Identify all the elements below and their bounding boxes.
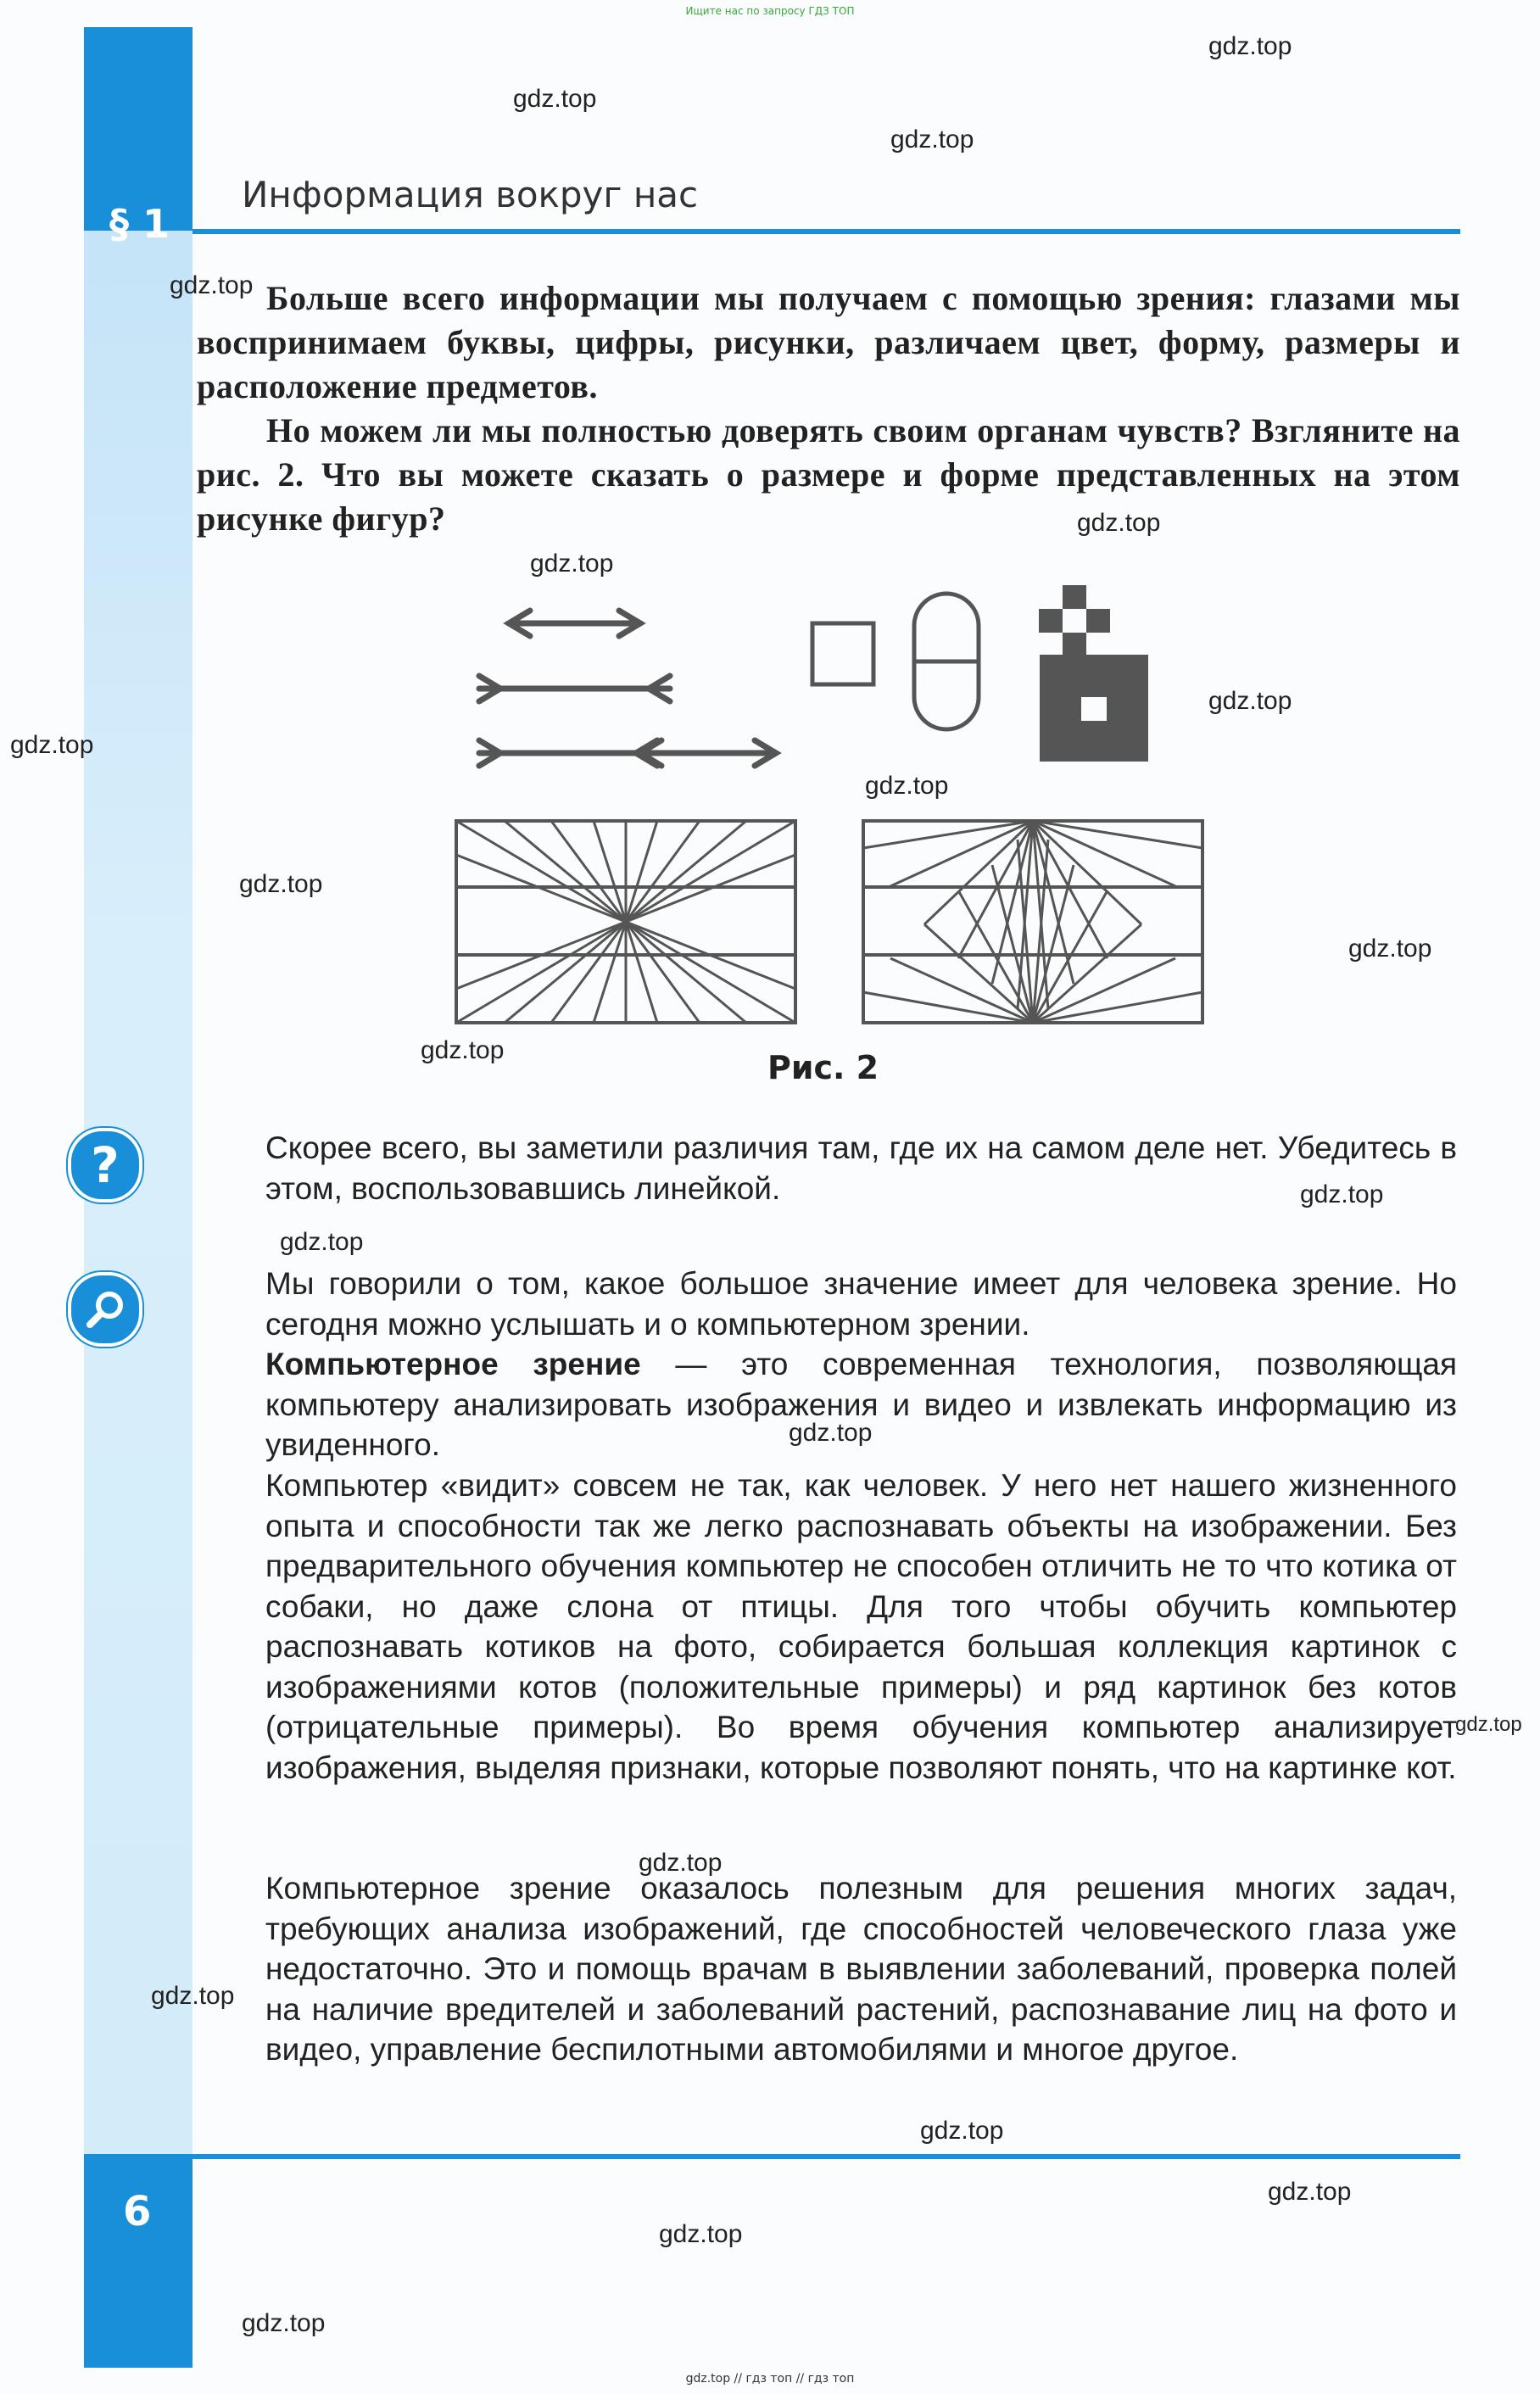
magnifier-icon: [68, 1272, 142, 1347]
arrow-line-3: [479, 740, 776, 766]
watermark: gdz.top: [639, 1849, 723, 1877]
page-number-block: [84, 2154, 192, 2368]
explore-paragraph-2: Компьютерное зрение — это современная технология, позволяющая компьютеру анализировать изображения и видео и извлекать информацию из увиденного.: [265, 1347, 1457, 1462]
term-computer-vision: Компьютерное зрение: [265, 1347, 641, 1381]
page-number: 6: [123, 2188, 152, 2235]
watermark: gdz.top: [1077, 509, 1161, 537]
arrow-line-2: [479, 676, 670, 701]
illusion-ray: [1033, 992, 1202, 1023]
watermark: gdz.top: [280, 1228, 364, 1256]
illusion-ray: [1033, 821, 1175, 886]
illusion-ray: [626, 922, 746, 1023]
explore-paragraph-4: Компьютерное зрение оказалось полезным для решения многих задач, требующих анализа изображений, где способностей человеческого глаза уже недостаточно. Это и помощь врачам в выявлении заболеваний, проверка полей на наличие вредителей и заболеваний растений, распознавание лиц на фото и видео, управление беспилотными автомобилями и многое другое.: [265, 1871, 1457, 2067]
watermark: gdz.top: [1208, 32, 1292, 60]
intro-paragraph-1: Больше всего информации мы получаем с помощью зрения: глазами мы воспринимаем буквы, цифры, рисунки, различаем цвет, форму, размеры и расположение предметов.: [197, 279, 1460, 405]
illusion-ray: [626, 821, 746, 922]
header-rule: [192, 229, 1460, 234]
section-number-block: [84, 27, 192, 247]
black-square-with-hole: [1040, 655, 1148, 762]
illusion-ray: [505, 821, 626, 922]
watermark: gdz.top: [920, 2117, 1004, 2145]
illusion-ray: [1033, 924, 1141, 1023]
magnifier-glyph: [83, 1287, 127, 1331]
illusion-ray: [456, 821, 626, 922]
illusion-ray: [863, 992, 1033, 1023]
black-cross-shape: [1039, 585, 1110, 656]
top-search-hint[interactable]: Ищите нас по запросу ГДЗ ТОП: [685, 5, 855, 17]
watermark: gdz.top: [789, 1419, 873, 1447]
question-icon: ?: [68, 1128, 142, 1203]
illusion-ray: [505, 922, 626, 1023]
watermark: gdz.top: [865, 772, 949, 800]
footer-rule: [192, 2154, 1460, 2159]
watermark: gdz.top: [242, 2309, 326, 2337]
hering-illusion: [456, 821, 795, 1023]
illusion-ray: [890, 821, 1033, 886]
explore-paragraph-3: Компьютер «видит» совсем не так, как человек. У него нет нашего жизненного опыта и способности так же легко распознавать объекты на изображении. Без предварительного обучения компьютер не способен отличить не то что котика от собаки, но даже слона от птицы. Для того чтобы обучить компьютер распознавать котиков на фото, собирается большая коллекция картинок с изображениями котов (положительные примеры) и ряд картинок без котов (отрицательные примеры). Во время обучения компьютер анализирует изображения, выделяя признаки, которые позволяют понять, что на картинке кот.: [265, 1468, 1457, 1785]
question-paragraph: Скорее всего, вы заметили различия там, где их на самом деле нет. Убедитесь в этом, воспользовавшись линейкой.: [265, 1130, 1457, 1206]
illusion-ray: [890, 958, 1033, 1023]
small-square: [812, 623, 873, 684]
intro-paragraph-2: Но можем ли мы полностью доверять своим органам чувств? Взгляните на рис. 2. Что вы можете сказать о размере и форме представленных на этом рисунке фигур?: [197, 411, 1460, 538]
watermark: gdz.top: [1300, 1180, 1384, 1208]
arrow-line-1: [509, 611, 640, 636]
watermark: gdz.top: [421, 1036, 505, 1064]
watermark: gdz.top: [239, 870, 323, 898]
watermark: gdz.top: [1268, 2178, 1352, 2206]
watermark: gdz.top: [170, 271, 254, 299]
explore-paragraph-1: Мы говорили о том, какое большое значение имеет для человека зрение. Но сегодня можно услышать и о компьютерном зрении.: [265, 1266, 1457, 1342]
wundt-illusion: [863, 821, 1202, 1023]
watermark: gdz.top: [151, 1982, 235, 2010]
optical-illusion-figure: [441, 585, 1204, 1035]
illusion-ray: [456, 922, 626, 1023]
watermark: gdz.top: [1455, 1713, 1522, 1736]
watermark: gdz.top: [890, 126, 974, 153]
section-number: § 1: [109, 201, 170, 247]
watermark: gdz.top: [530, 550, 614, 578]
footer-link[interactable]: gdz.top // гдз топ // гдз топ: [685, 2372, 855, 2386]
watermark: gdz.top: [1348, 935, 1432, 963]
watermark: gdz.top: [1208, 687, 1292, 715]
illusion-ray: [924, 924, 1033, 1023]
illusion-ray: [1033, 958, 1175, 1023]
watermark: gdz.top: [10, 731, 94, 759]
watermark: gdz.top: [513, 85, 597, 113]
watermark: gdz.top: [659, 2220, 743, 2248]
section-title: Информация вокруг нас: [242, 174, 699, 215]
figure-caption: Рис. 2: [767, 1049, 879, 1086]
